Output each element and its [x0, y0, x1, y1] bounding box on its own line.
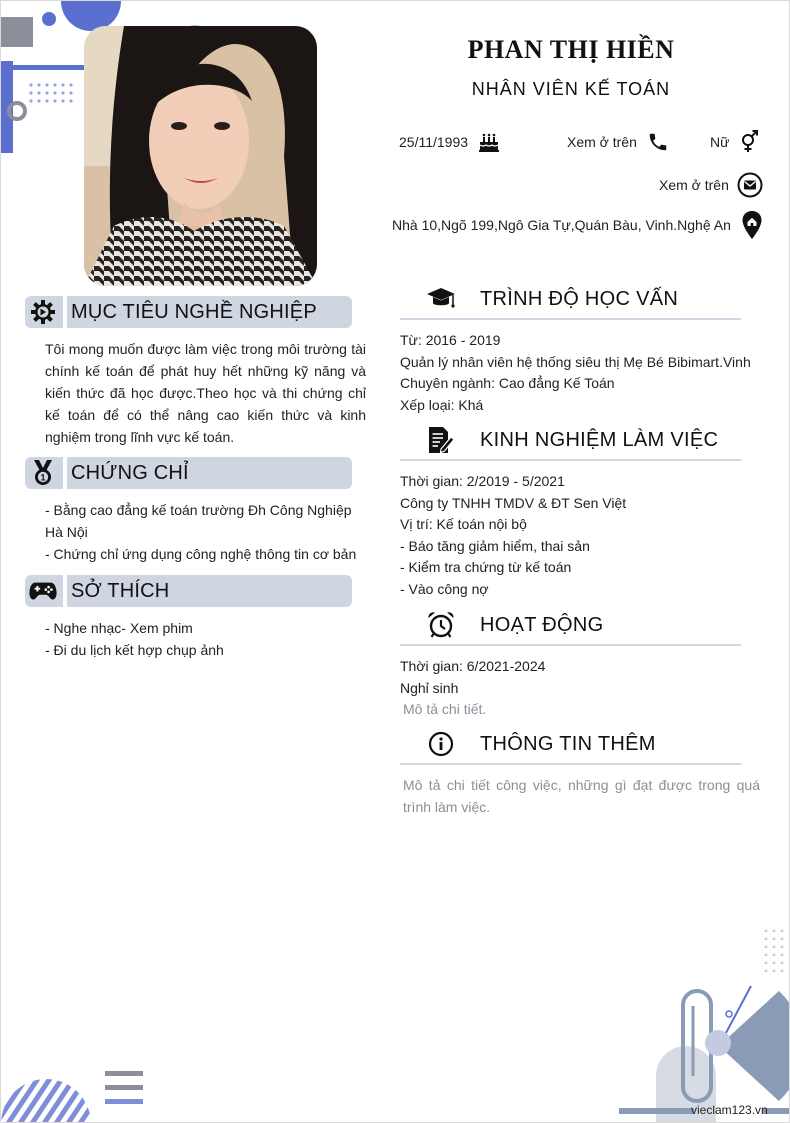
birthday-info [399, 129, 502, 155]
section-objective-title: MỤC TIÊU NGHỀ NGHIỆP [71, 301, 317, 323]
location-icon [739, 212, 765, 238]
education-line: Xếp loại: Khá [400, 396, 484, 413]
hobby-item: - Nghe nhạc- Xem phim [45, 620, 193, 636]
experience-details [400, 471, 760, 600]
section-education-title: TRÌNH ĐỘ HỌC VẤN [480, 288, 679, 310]
experience-line: - Vào công nợ [400, 580, 489, 597]
objective-text: Tôi mong muốn được làm việc trong môi trường tài chính kế toán để phát huy hết những kỹ năng và kiến thức đã học được.Theo học và thi chứng chỉ kế toán để có thể nâng cao kiến thức và kinh nghiệm trong lĩnh vực kế toán. [45, 341, 366, 445]
gender-icon [737, 129, 763, 155]
section-certificates-header [25, 457, 352, 489]
alarm-clock-icon [426, 610, 456, 640]
section-hobbies-header [25, 575, 352, 607]
candidate-name: PHAN THỊ HIỀN [467, 35, 675, 64]
profile-photo [84, 26, 317, 286]
education-details [400, 330, 760, 416]
info-icon [426, 729, 456, 759]
section-extra-title: THÔNG TIN THÊM [480, 733, 656, 755]
section-hobbies-title: SỞ THÍCH [71, 580, 170, 602]
education-line: Chuyên ngành: Cao đẳng Kế Toán [400, 375, 615, 391]
svg-text:1: 1 [40, 472, 46, 483]
experience-line: - Báo tăng giảm hiểm, thai sản [400, 537, 590, 554]
section-objective-header [25, 296, 352, 328]
section-activities-title: HOẠT ĐỘNG [480, 614, 604, 636]
candidate-position: NHÂN VIÊN KẾ TOÁN [471, 79, 671, 99]
gender-info [710, 129, 763, 155]
header-separator [63, 457, 67, 489]
section-certificates-title: CHỨNG CHỈ [71, 462, 189, 484]
activity-detail: Mô tả chi tiết. [403, 701, 487, 717]
address-info [392, 212, 765, 238]
hobbies-list [45, 617, 366, 661]
footer-brand[interactable]: vieclam123.vn [691, 1103, 768, 1117]
section-experience-title: KINH NGHIỆM LÀM VIỆC [480, 429, 719, 451]
education-line: Quản lý nhân viên hệ thống siêu thị Mẹ Bé Bibimart.Vinh [400, 353, 751, 370]
activities-details [400, 656, 760, 721]
certificate-item: - Chứng chỉ ứng dụng công nghệ thông tin cơ bản [45, 546, 357, 562]
experience-line: Vị trí: Kế toán nội bộ [400, 516, 527, 532]
decoration-bottom-left [1, 1071, 161, 1123]
education-line: Từ: 2016 - 2019 [400, 332, 501, 348]
section-activities-header [400, 610, 741, 646]
gear-icon [29, 298, 57, 326]
email-info [659, 172, 763, 198]
section-experience-header [400, 425, 741, 461]
header-separator [63, 575, 67, 607]
section-extra-header [400, 729, 741, 765]
certificate-item: - Bằng cao đẳng kế toán trường Đh Công Nghiệp Hà Nội [45, 502, 352, 540]
birthday-text: 25/11/1993 [399, 134, 469, 150]
address-text: Nhà 10,Ngõ 199,Ngô Gia Tự,Quán Bàu, Vinh.Nghệ An [392, 217, 731, 233]
experience-line: - Kiểm tra chứng từ kế toán [400, 559, 572, 575]
experience-line: Công ty TNHH TMDV & ĐT Sen Việt [400, 494, 627, 511]
phone-info [567, 129, 671, 155]
activity-line: Thời gian: 6/2021-2024 [400, 658, 546, 674]
certificates-list [45, 499, 366, 565]
hobby-item: - Đi du lịch kết hợp chụp ảnh [45, 642, 224, 658]
medal-icon [29, 459, 57, 487]
experience-line: Thời gian: 2/2019 - 5/2021 [400, 473, 565, 489]
cake-icon [476, 129, 502, 155]
section-education-header [400, 284, 741, 320]
phone-text: Xem ở trên [567, 134, 637, 150]
gamepad-icon [29, 577, 57, 605]
phone-icon [645, 129, 671, 155]
extra-text: Mô tả chi tiết công việc, những gì đạt được trong quá trình làm việc. [403, 777, 760, 815]
document-edit-icon [426, 425, 456, 455]
graduation-cap-icon [426, 284, 456, 314]
header-separator [63, 296, 67, 328]
gender-text: Nữ [710, 134, 730, 150]
email-icon [737, 172, 763, 198]
email-text: Xem ở trên [659, 177, 729, 193]
decoration-bottom-right [601, 926, 790, 1123]
activity-line: Nghỉ sinh [400, 679, 459, 696]
